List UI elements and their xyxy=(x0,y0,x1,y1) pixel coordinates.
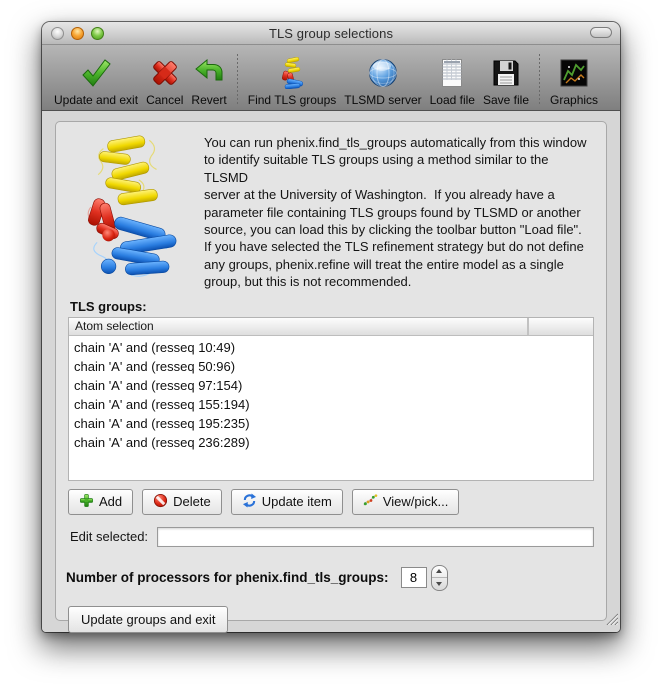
stepper-up-button[interactable] xyxy=(432,566,447,579)
intro-line: group, but this is not recommended. xyxy=(204,274,412,290)
toolbar-toggle-button[interactable] xyxy=(590,27,612,38)
checkmark-icon xyxy=(80,54,112,92)
resize-grip[interactable] xyxy=(605,612,618,630)
processors-label: Number of processors for phenix.find_tls_groups: xyxy=(66,570,389,586)
globe-icon xyxy=(367,54,399,92)
toolbar-separator xyxy=(237,54,238,106)
tls-groups-label: TLS groups: xyxy=(70,298,147,314)
intro-line: any groups, phenix.refine will treat the entire model as a single xyxy=(204,256,564,272)
revert-arrow-icon xyxy=(194,54,224,92)
protein-structure-image xyxy=(76,134,186,282)
prohibition-icon xyxy=(153,493,168,511)
table-header-row xyxy=(69,318,593,336)
add-button[interactable]: Add xyxy=(68,489,133,515)
scatter-plot-icon xyxy=(363,493,378,511)
delete-button[interactable]: Delete xyxy=(142,489,222,515)
floppy-disk-icon xyxy=(491,54,521,92)
intro-section xyxy=(68,134,594,291)
intro-line: If you have selected the TLS refinement strategy but do not define xyxy=(204,239,584,255)
table-row[interactable]: chain 'A' and (resseq 236:289) xyxy=(74,434,250,450)
protein-ribbon-icon xyxy=(279,54,305,92)
empty-column-header[interactable] xyxy=(529,318,593,335)
table-row[interactable]: chain 'A' and (resseq 50:96) xyxy=(74,358,236,374)
tlsmd-server-button[interactable]: TLSMD server xyxy=(340,54,425,107)
load-file-button[interactable]: Load file xyxy=(426,54,479,107)
table-row[interactable]: chain 'A' and (resseq 195:235) xyxy=(74,415,250,431)
table-body[interactable] xyxy=(69,336,593,480)
down-arrow-icon xyxy=(436,582,442,586)
table-row[interactable]: chain 'A' and (resseq 155:194) xyxy=(74,396,250,412)
revert-button[interactable]: Revert xyxy=(187,54,230,107)
view-pick-button[interactable]: View/pick... xyxy=(352,489,460,515)
refresh-icon xyxy=(242,493,257,511)
edit-selected-label: Edit selected: xyxy=(70,529,149,545)
edit-selected-row xyxy=(68,527,594,547)
intro-line: to identify suitable TLS groups using a method similar to the TLSMD xyxy=(204,152,552,185)
tls-group-selections-window xyxy=(42,22,620,632)
intro-line: source, you can load this by clicking the toolbar button "Load file". xyxy=(204,222,582,238)
window-content xyxy=(42,111,620,632)
intro-line: parameter file containing TLS groups found by TLSMD or another xyxy=(204,204,581,220)
processors-value-field[interactable] xyxy=(401,567,427,588)
list-action-buttons xyxy=(68,489,594,515)
intro-line: You can run phenix.find_tls_groups automatically from this window xyxy=(204,135,587,150)
graphics-button[interactable]: Graphics xyxy=(546,54,602,107)
cancel-button[interactable]: Cancel xyxy=(142,54,187,107)
update-and-exit-button[interactable]: Update and exit xyxy=(50,54,142,107)
main-panel xyxy=(55,121,607,627)
plus-icon xyxy=(79,493,94,511)
processors-row xyxy=(66,565,594,591)
up-arrow-icon xyxy=(436,569,442,573)
atom-selection-column-header[interactable]: Atom selection xyxy=(69,318,529,335)
molecule-graphics-icon xyxy=(560,54,588,92)
intro-text xyxy=(204,134,594,291)
cancel-x-icon xyxy=(150,54,180,92)
tls-groups-table xyxy=(68,317,594,481)
processors-stepper xyxy=(431,565,448,591)
table-row[interactable]: chain 'A' and (resseq 97:154) xyxy=(74,377,243,393)
edit-selected-input[interactable] xyxy=(157,527,594,547)
toolbar xyxy=(42,45,620,111)
titlebar[interactable] xyxy=(42,22,620,45)
toolbar-separator xyxy=(539,54,540,106)
intro-line: server at the University of Washington. If you already have a xyxy=(204,187,555,203)
spreadsheet-file-icon xyxy=(440,54,464,92)
stepper-down-button[interactable] xyxy=(432,578,447,590)
table-row[interactable]: chain 'A' and (resseq 10:49) xyxy=(74,339,236,355)
footer-row xyxy=(68,606,594,633)
update-groups-and-exit-button[interactable]: Update groups and exit xyxy=(68,606,228,633)
window-title: TLS group selections xyxy=(268,25,394,41)
find-tls-groups-button[interactable]: Find TLS groups xyxy=(244,54,341,107)
save-file-button[interactable]: Save file xyxy=(479,54,533,107)
update-item-button[interactable]: Update item xyxy=(231,489,343,515)
